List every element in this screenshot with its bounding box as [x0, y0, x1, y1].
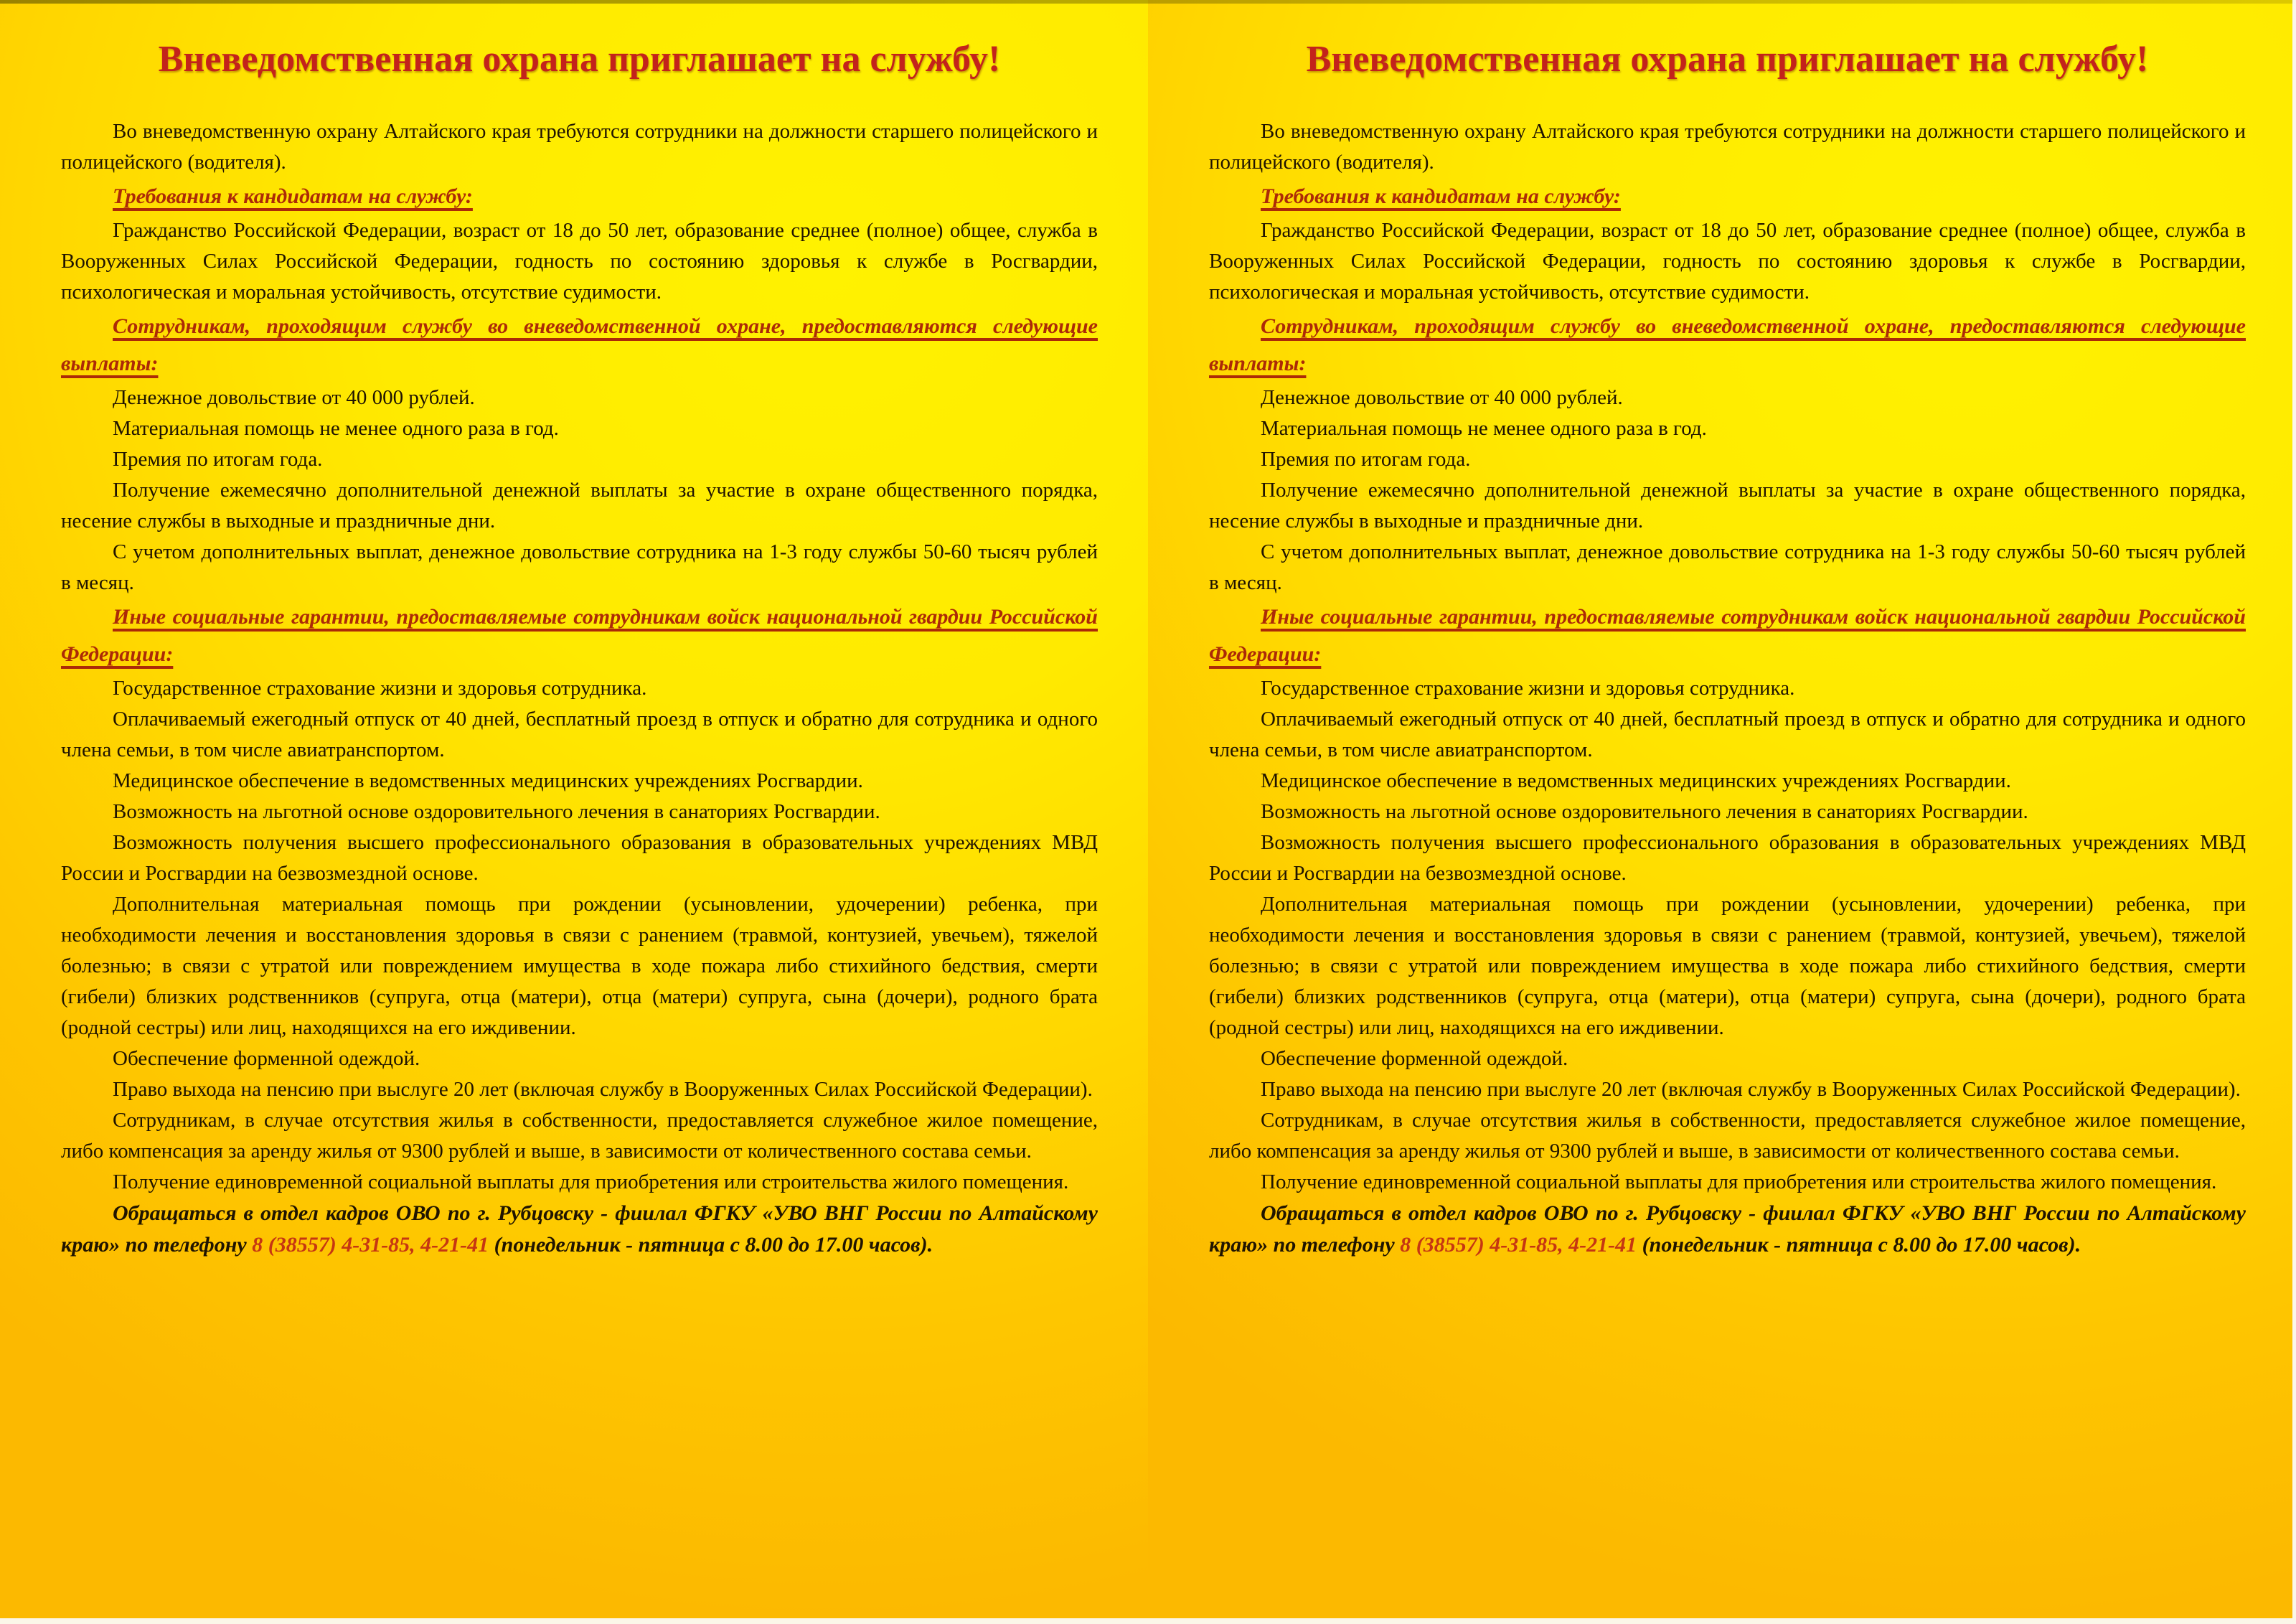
page-title: Вневедомственная охрана приглашает на службу! — [1306, 39, 2149, 80]
guarantees-heading: Иные социальные гарантии, предоставляемые сотрудникам войск национальной гвардии Российской Федерации: — [1209, 605, 2246, 666]
guarantees-item: Оплачиваемый ежегодный отпуск от 40 дней, бесплатный проезд в отпуск и обратно для сотрудника и одного члена семьи, в том числе авиатранспортом. — [61, 708, 1098, 761]
requirements-body: Гражданство Российской Федерации, возраст от 18 до 50 лет, образование среднее (полное) общее, служба в Вооруженных Силах Российской Федерации, годность по состоянию здоровья к службе в Росгвардии, психологическая и моральная устойчивость, отсутствие судимости. — [1209, 219, 2246, 304]
payments-heading: Сотрудникам, проходящим службу во вневедомственной охране, предоставляются следующие выплаты: — [61, 314, 1098, 375]
guarantees-item: Сотрудникам, в случае отсутствия жилья в собственности, предоставляется служебное жилое помещение, либо компенсация за аренду жилья от 9300 рублей и выше, в зависимости от количественного состава семьи. — [61, 1109, 1098, 1163]
contact-paragraph — [1209, 1198, 2246, 1261]
page-title: Вневедомственная охрана приглашает на службу! — [158, 39, 1001, 80]
guarantees-item: Медицинское обеспечение в ведомственных медицинских учреждениях Росгвардии. — [113, 769, 863, 792]
payments-item: С учетом дополнительных выплат, денежное довольствие сотрудника на 1-3 году службы 50-60 тысяч рублей в месяц. — [1209, 540, 2246, 594]
flyer-panel — [1148, 0, 2296, 1624]
requirements-body: Гражданство Российской Федерации, возраст от 18 до 50 лет, образование среднее (полное) общее, служба в Вооруженных Силах Российской Федерации, годность по состоянию здоровья к службе в Росгвардии, психологическая и моральная устойчивость, отсутствие судимости. — [61, 219, 1098, 304]
payments-item: Денежное довольствие от 40 000 рублей. — [1261, 386, 1623, 409]
payments-item: Денежное довольствие от 40 000 рублей. — [113, 386, 475, 409]
guarantees-item: Получение единовременной социальной выплаты для приобретения или строительства жилого помещения. — [1261, 1170, 2217, 1193]
top-edge-strip — [0, 0, 2296, 4]
contact-hours: (понедельник - пятница с 8.00 до 17.00 часов). — [1637, 1233, 2081, 1257]
guarantees-item: Государственное страхование жизни и здоровья сотрудника. — [1261, 677, 1795, 700]
contact-text: Обращаться в отдел кадров ОВО по г. Рубцовску - фиилал ФГКУ «УВО ВНГ России по Алтайскому краю» по телефону — [61, 1201, 1098, 1257]
contact-hours: (понедельник - пятница с 8.00 до 17.00 часов). — [489, 1233, 933, 1257]
guarantees-item: Дополнительная материальная помощь при рождении (усыновлении, удочерении) ребенка, при необходимости лечения и восстановления здоровья в связи с ранением (травмой, контузией, увечьем), тяжелой болезнью; в связи с утратой или повреждением имущества в ходе пожара либо стихийного бедствия, смерти (гибели) близких родственников (супруга, отца (матери), отца (матери) супруга, сына (дочери), родного брата (родной сестры) или лиц, находящихся на его иждивении. — [61, 893, 1098, 1039]
requirements-heading: Требования к кандидатам на службу: — [113, 184, 473, 208]
guarantees-item: Получение единовременной социальной выплаты для приобретения или строительства жилого помещения. — [113, 1170, 1069, 1193]
payments-item: С учетом дополнительных выплат, денежное довольствие сотрудника на 1-3 году службы 50-60 тысяч рублей в месяц. — [61, 540, 1098, 594]
guarantees-item: Возможность на льготной основе оздоровительного лечения в санаториях Росгвардии. — [113, 800, 880, 823]
guarantees-item: Медицинское обеспечение в ведомственных медицинских учреждениях Росгвардии. — [1261, 769, 2011, 792]
guarantees-item: Сотрудникам, в случае отсутствия жилья в собственности, предоставляется служебное жилое помещение, либо компенсация за аренду жилья от 9300 рублей и выше, в зависимости от количественного состава семьи. — [1209, 1109, 2246, 1163]
intro-paragraph: Во вневедомственную охрану Алтайского края требуются сотрудники на должности старшего полицейского и полицейского (водителя). — [1209, 120, 2246, 174]
contact-phone-numbers: 8 (38557) 4-31-85, 4-21-41 — [1400, 1233, 1637, 1257]
guarantees-item: Возможность получения высшего профессионального образования в образовательных учреждениях МВД России и Росгвардии на безвозмездной основе. — [1209, 831, 2246, 885]
contact-phone-numbers: 8 (38557) 4-31-85, 4-21-41 — [252, 1233, 489, 1257]
requirements-heading: Требования к кандидатам на службу: — [1261, 184, 1621, 208]
guarantees-item: Обеспечение форменной одеждой. — [1261, 1047, 1568, 1070]
intro-paragraph: Во вневедомственную охрану Алтайского края требуются сотрудники на должности старшего полицейского и полицейского (водителя). — [61, 120, 1098, 174]
payments-item: Премия по итогам года. — [113, 448, 323, 471]
payments-item: Материальная помощь не менее одного раза в год. — [1261, 417, 1707, 440]
guarantees-item: Возможность получения высшего профессионального образования в образовательных учреждениях МВД России и Росгвардии на безвозмездной основе. — [61, 831, 1098, 885]
guarantees-heading: Иные социальные гарантии, предоставляемые сотрудникам войск национальной гвардии Российской Федерации: — [61, 605, 1098, 666]
guarantees-item: Право выхода на пенсию при выслуге 20 лет (включая службу в Вооруженных Силах Российской Федерации). — [113, 1078, 1093, 1101]
payments-item: Материальная помощь не менее одного раза в год. — [113, 417, 559, 440]
payments-item: Получение ежемесячно дополнительной денежной выплаты за участие в охране общественного порядка, несение службы в выходные и праздничные дни. — [61, 479, 1098, 532]
contact-paragraph — [61, 1198, 1098, 1261]
payments-heading: Сотрудникам, проходящим службу во вневедомственной охране, предоставляются следующие выплаты: — [1209, 314, 2246, 375]
guarantees-item: Обеспечение форменной одеждой. — [113, 1047, 420, 1070]
guarantees-item: Дополнительная материальная помощь при рождении (усыновлении, удочерении) ребенка, при необходимости лечения и восстановления здоровья в связи с ранением (травмой, контузией, увечьем), тяжелой болезнью; в связи с утратой или повреждением имущества в ходе пожара либо стихийного бедствия, смерти (гибели) близких родственников (супруга, отца (матери), отца (матери) супруга, сына (дочери), родного брата (родной сестры) или лиц, находящихся на его иждивении. — [1209, 893, 2246, 1039]
payments-item: Премия по итогам года. — [1261, 448, 1471, 471]
guarantees-item: Оплачиваемый ежегодный отпуск от 40 дней, бесплатный проезд в отпуск и обратно для сотрудника и одного члена семьи, в том числе авиатранспортом. — [1209, 708, 2246, 761]
guarantees-item: Право выхода на пенсию при выслуге 20 лет (включая службу в Вооруженных Силах Российской Федерации). — [1261, 1078, 2241, 1101]
payments-item: Получение ежемесячно дополнительной денежной выплаты за участие в охране общественного порядка, несение службы в выходные и праздничные дни. — [1209, 479, 2246, 532]
guarantees-item: Возможность на льготной основе оздоровительного лечения в санаториях Росгвардии. — [1261, 800, 2028, 823]
bottom-edge-strip — [0, 1618, 2296, 1624]
contact-text: Обращаться в отдел кадров ОВО по г. Рубцовску - фиилал ФГКУ «УВО ВНГ России по Алтайскому краю» по телефону — [1209, 1201, 2246, 1257]
guarantees-item: Государственное страхование жизни и здоровья сотрудника. — [113, 677, 647, 700]
right-edge-strip — [2292, 0, 2296, 1624]
